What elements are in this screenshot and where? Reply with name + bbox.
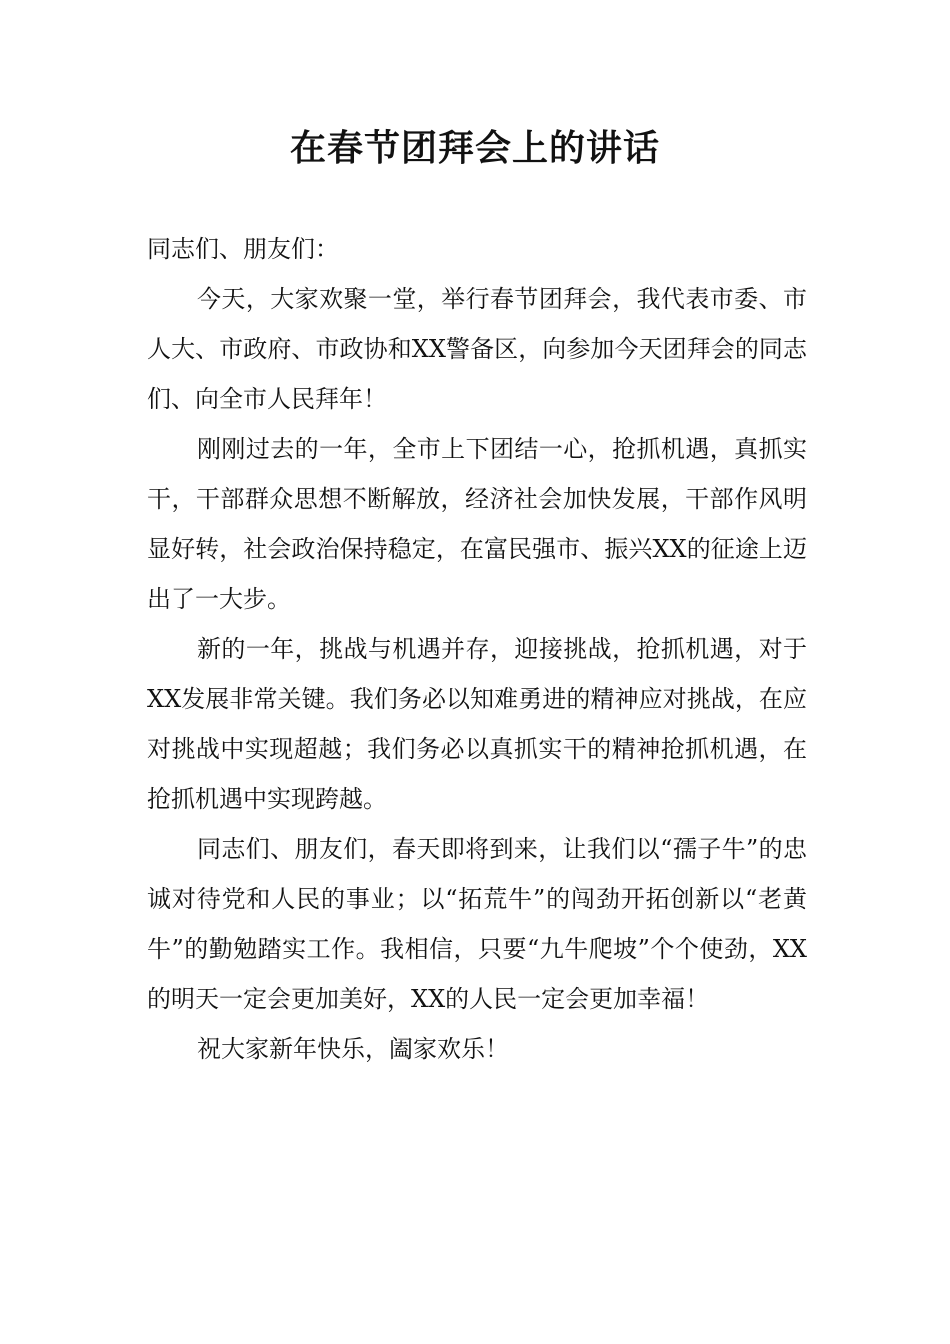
paragraph-closing: 祝大家新年快乐，阖家欢乐！ xyxy=(197,1035,509,1063)
paragraph-outlook: 新的一年，挑战与机遇并存，迎接挑战，抢抓机遇，对于XX发展非常关键。我们务必以知难勇进的精神应对挑战，在应对挑战中实现超越；我们务必以真抓实干的精神抢抓机遇，在抢抓机遇中实现跨越。 xyxy=(147,635,807,813)
paragraph-review: 刚刚过去的一年，全市上下团结一心，抢抓机遇，真抓实干，干部群众思想不断解放，经济社会加快发展，干部作风明显好转，社会政治保持稳定，在富民强市、振兴XX的征途上迈出了一大步。 xyxy=(147,435,807,613)
document-body xyxy=(147,224,807,1074)
document-title: 在春节团拜会上的讲话 xyxy=(289,127,660,169)
paragraph-call-to-action: 同志们、朋友们，春天即将到来，让我们以“孺子牛”的忠诚对待党和人民的事业；以“拓荒牛”的闯劲开拓创新以“老黄牛”的勤勉踏实工作。我相信，只要“九牛爬坡”个个使劲，XX的明天一定会更加美好，XX的人民一定会更加幸福！ xyxy=(147,835,807,1013)
salutation: 同志们、朋友们： xyxy=(147,235,339,263)
paragraph-greeting: 今天，大家欢聚一堂，举行春节团拜会，我代表市委、市人大、市政府、市政协和XX警备区，向参加今天团拜会的同志们、向全市人民拜年！ xyxy=(147,285,807,413)
